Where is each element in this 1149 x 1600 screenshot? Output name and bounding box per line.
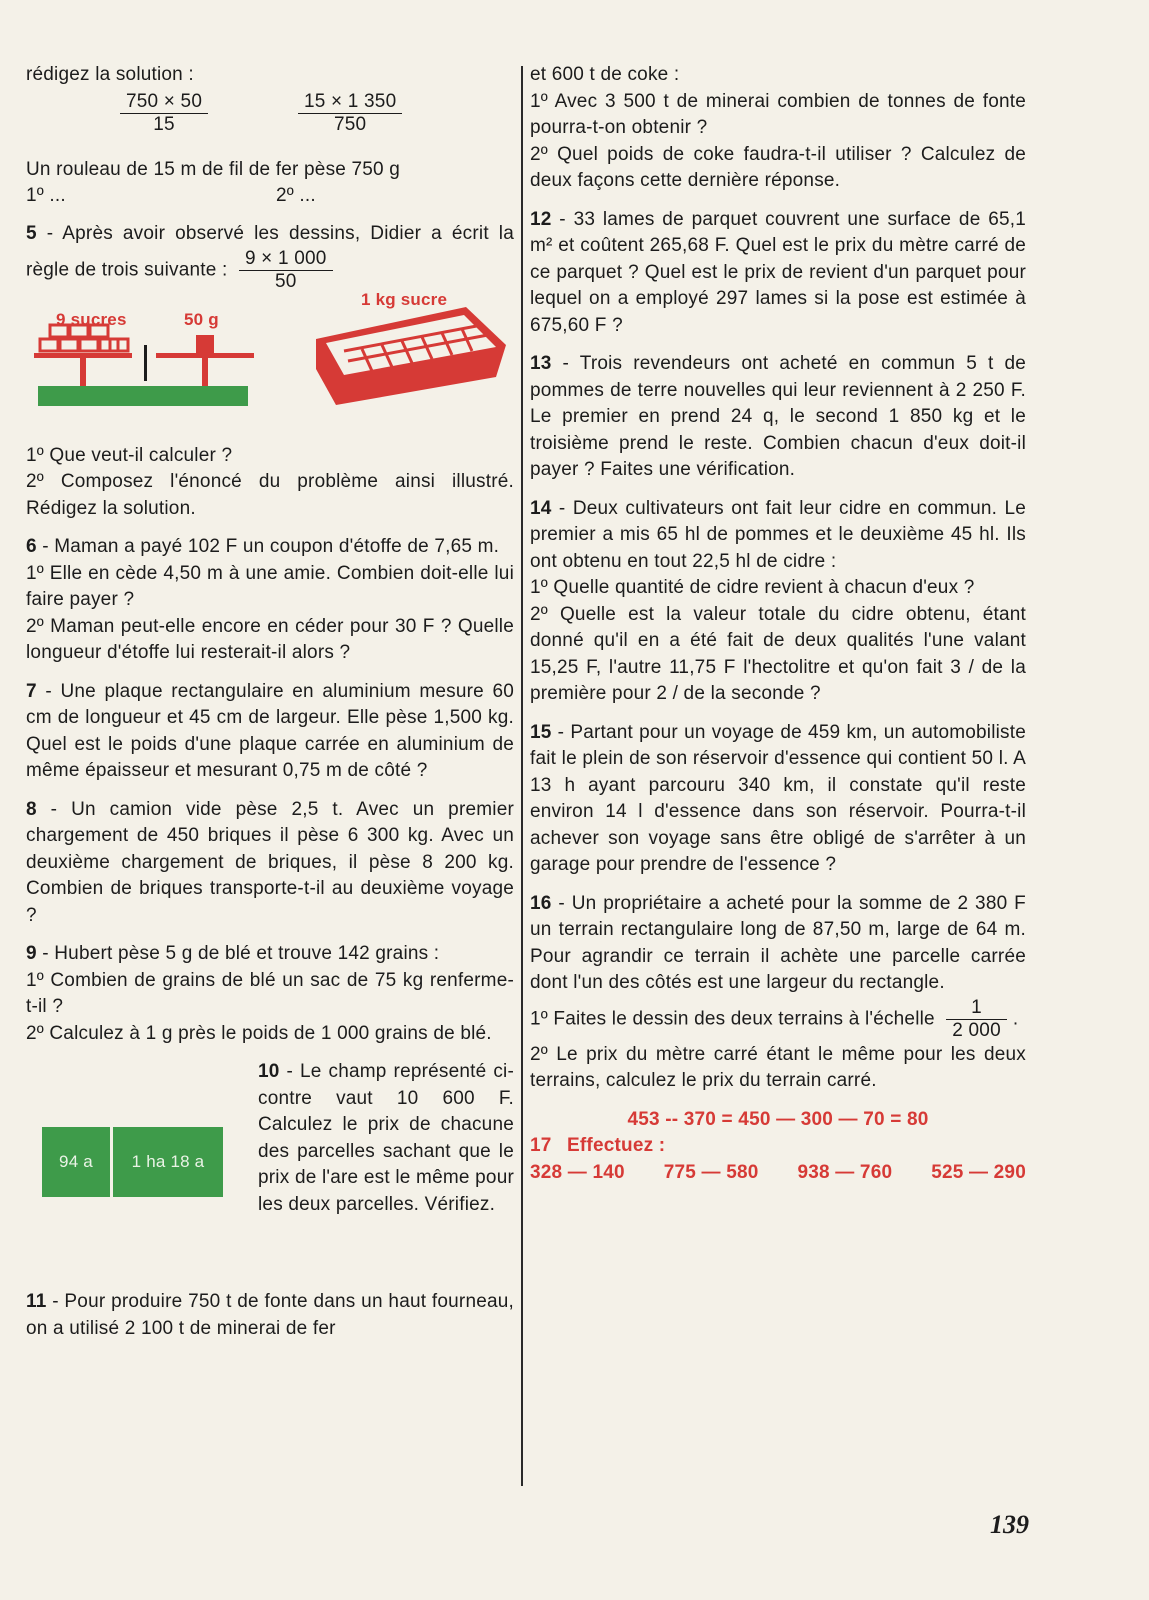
balance-and-box-drawing	[26, 293, 514, 443]
scale-fraction-numerator: 1	[946, 997, 1007, 1020]
exercise-6	[26, 534, 514, 561]
exercise-5-text: - Après avoir observé les dessins, Didier a écrit la règle de trois suivante :	[26, 223, 514, 281]
exercise-8	[26, 797, 514, 930]
weight-label: 50 g	[184, 309, 219, 329]
exercise-5	[26, 221, 514, 293]
scale-fraction	[946, 997, 1007, 1042]
exercise-17-operations	[530, 1160, 1026, 1187]
exercise-9-question-1: 1º Combien de grains de blé un sac de 75 kg renferme-t-il ?	[26, 969, 514, 1017]
exercise-11-question-1: 1º Avec 3 500 t de minerai combien de tonnes de fonte pourra-t-on obtenir ?	[530, 90, 1026, 138]
box-label: 1 kg sucre	[361, 289, 448, 309]
exercise-17-operation: 775 — 580	[663, 1161, 759, 1183]
exercise-15-number: 15	[530, 721, 552, 743]
exercise-11	[26, 1289, 514, 1342]
exercise-5-question-2: 2º Composez l'énoncé du problème ainsi illustré. Rédigez la solution.	[26, 471, 514, 519]
exercise-13-number: 13	[530, 353, 552, 374]
exercise-14	[530, 496, 1026, 576]
exercise-16	[530, 891, 1026, 997]
exercise-10-text-block	[258, 1059, 514, 1218]
exercise-9-text: - Hubert pèse 5 g de blé et trouve 142 grains :	[36, 943, 440, 964]
exercise-12-number: 12	[530, 208, 552, 230]
exercise-17-label: Effectuez :	[567, 1135, 666, 1156]
exercise-17-header	[530, 1133, 1026, 1160]
page-number: 139	[990, 1510, 1029, 1539]
exercise-11-question-2: 2º Quel poids de coke faudra-t-il utiliser ? Calculez de deux façons cette dernière réponse.	[530, 143, 1026, 191]
exercise-9-question-2: 2º Calculez à 1 g près le poids de 1 000 grains de blé.	[26, 1022, 492, 1044]
exercise-13	[530, 351, 1026, 484]
exercise-9	[26, 941, 514, 968]
exercise-14-number: 14	[530, 497, 552, 519]
exercise-17-example: 453 -- 370 = 450 — 300 — 70 = 80	[627, 1108, 929, 1130]
exercise-6-question-1: 1º Elle en cède 4,50 m à une amie. Combien doit-elle lui faire payer ?	[26, 562, 514, 610]
fraction-1-numerator: 750 × 50	[120, 91, 208, 114]
exercise-16-question-1: 1º Faites le dessin des deux terrains à l'échelle $\frac{1}{2 000}$ .	[530, 996, 1019, 1041]
exercise-8-number: 8	[26, 798, 37, 820]
exercise-5-fraction-denominator: 50	[274, 270, 297, 292]
exercise-8-text: - Un camion vide pèse 2,5 t. Avec un premier chargement de 450 briques il pèse 6 300 kg. Avec un deuxième chargement de briques, il pèse 8 200 kg. Combien de briques transporte-t-il au deuxième voyage ?	[26, 798, 514, 926]
exercise-17-number: 17	[530, 1135, 552, 1156]
field-plot-1: 94 a	[42, 1127, 110, 1197]
exercise-11-text: - Pour produire 750 t de fonte dans un haut fourneau, on a utilisé 2 100 t de minerai de fer	[26, 1291, 514, 1339]
exercise-13-text: - Trois revendeurs ont acheté en commun 5 t de pommes de terre nouvelles qui leur reviennent à 2 250 F. Le premier en prend 24 q, le second 1 850 kg et le troisième prend le reste. Combien chacun d'eux doit-il payer ? Faites une vérification.	[530, 353, 1026, 480]
exercise-5-question-1: 1º Que veut-il calculer ?	[26, 444, 233, 466]
exercise-6-text: - Maman a payé 102 F un coupon d'étoffe de 7,65 m.	[36, 536, 500, 557]
exercise-14-text: - Deux cultivateurs ont fait leur cidre en commun. Le premier a mis 65 hl de pommes et le deuxième 45 hl. Ils ont obtenu en tout 22,5 hl de cidre :	[530, 497, 1026, 572]
exercise-14-question-2: 2º Quelle est la valeur totale du cidre obtenu, étant donné qu'il en a été fait de deux qualités l'une valant 15,25 F, l'autre 11,75 F l'hectolitre et qu'on fait 3 / de la première pour 2 / de la seconde ?	[530, 603, 1026, 704]
fraction-2-numerator: 15 × 1 350	[298, 91, 402, 114]
exercise-16-question-2: 2º Le prix du mètre carré étant le même pour les deux terrains, calculez le prix du terrain carré.	[530, 1043, 1026, 1091]
exercise-10	[26, 1059, 514, 1289]
exercise-17-operation: 328 — 140	[530, 1161, 625, 1183]
exercise-9-number: 9	[26, 943, 37, 964]
roll-questions	[26, 183, 514, 209]
exercise-16-text: - Un propriétaire a acheté pour la somme de 2 380 F un terrain rectangulaire long de 87,50 m, large de 64 m. Pour agrandir ce terrain il achète une parcelle carrée dont l'un des côtés est une largeur du rectangle.	[530, 892, 1026, 993]
exercise-7	[26, 679, 514, 785]
field-plot-2: 1 ha 18 a	[113, 1127, 223, 1197]
exercise-11-continuation: et 600 t de coke :	[530, 64, 680, 85]
intro-text: rédigez la solution :	[26, 64, 194, 85]
exercise-15	[530, 720, 1026, 879]
roll-question-1: 1º ...	[26, 185, 66, 206]
right-column	[530, 62, 1026, 1186]
exercise-5-fraction-numerator: 9 × 1 000	[239, 248, 333, 271]
exercise-16-number: 16	[530, 892, 552, 914]
exercise-10-text: - Le champ représenté ci-contre vaut 10 600 F. Calculez le prix de chacune des parcelles sachant que le prix de l'are est le même pour les deux parcelles. Vérifiez.	[258, 1061, 514, 1215]
exercise-11-number: 11	[26, 1291, 47, 1312]
exercise-15-text: - Partant pour un voyage de 459 km, un automobiliste fait le plein de son réservoir d'essence qui contient 50 l. A 13 h ayant parcouru 340 km, il constate qu'il reste environ 14 l d'essence dans son réservoir. Pourra-t-il achever son voyage sans être obligé de s'arrêter à un garage pour prendre de l'essence ?	[530, 721, 1026, 875]
left-column	[26, 62, 514, 1342]
exercise-6-question-2: 2º Maman peut-elle encore en céder pour 30 F ? Quelle longueur d'étoffe lui resterait-il alors ?	[26, 615, 514, 663]
exercise-5-fraction	[239, 248, 333, 293]
exercise-17-operation: 938 — 760	[797, 1161, 893, 1183]
exercise-17-example-row	[530, 1107, 1026, 1134]
intro-fractions	[26, 89, 514, 145]
exercise-6-number: 6	[26, 536, 37, 557]
exercise-17-operation: 525 — 290	[931, 1161, 1026, 1183]
exercise-10-number: 10	[258, 1061, 280, 1082]
fraction-2-denominator: 750	[334, 113, 367, 135]
exercise-12	[530, 207, 1026, 340]
exercise-16-question-1-text: 1º Faites le dessin des deux terrains à l'échelle	[530, 1008, 935, 1030]
sugar-illustration	[26, 289, 514, 443]
scale-fraction-denominator: 2 000	[952, 1019, 1001, 1041]
roll-statement: Un rouleau de 15 m de fil de fer pèse 750 g	[26, 158, 401, 180]
column-divider	[521, 66, 523, 1486]
fraction-1-denominator: 15	[153, 113, 175, 135]
exercise-14-question-1: 1º Quelle quantité de cidre revient à chacun d'eux ?	[530, 577, 975, 598]
exercise-5-number: 5	[26, 223, 37, 244]
exercise-12-text: - 33 lames de parquet couvrent une surface de 65,1 m² et coûtent 265,68 F. Quel est le prix du mètre carré de ce parquet ? Quel est le prix de revient d'un parquet pour lequel on a employé 297 lames si la pose est estimée à 675,60 F ?	[530, 208, 1026, 336]
fraction-1	[120, 91, 208, 136]
fraction-2	[298, 91, 402, 136]
roll-question-2: 2º ...	[276, 185, 316, 206]
exercise-7-text: - Une plaque rectangulaire en aluminium mesure 60 cm de longueur et 45 cm de largeur. Elle pèse 1,500 kg. Quel est le poids d'une plaque carrée en aluminium de même épaisseur et mesurant 0,75 m de côté ?	[26, 680, 514, 781]
sugars-label: 9 sucres	[56, 309, 127, 329]
exercise-7-number: 7	[26, 680, 37, 702]
